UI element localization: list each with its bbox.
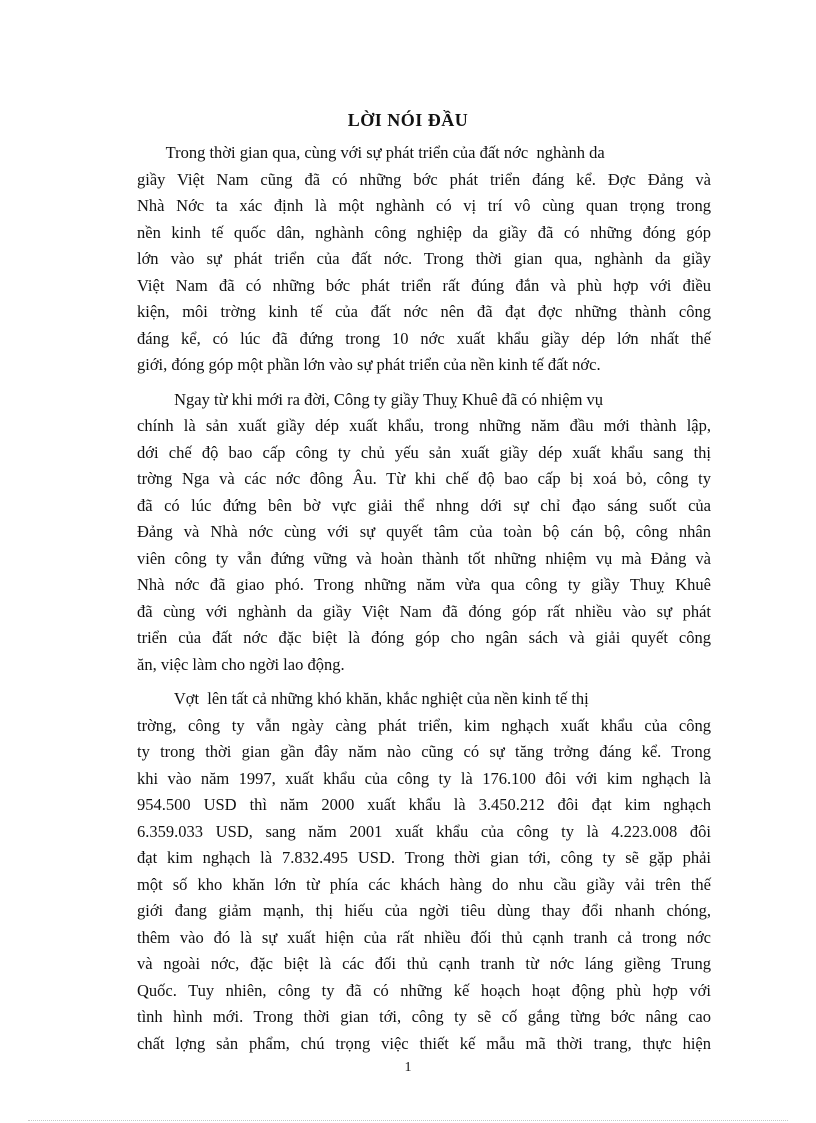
page-number: 1	[404, 1060, 412, 1075]
text-line: lớn vào sự phát triển của đất nớc. Trong thời gian qua, nghành da giầy	[137, 249, 711, 268]
text-line: viên công ty vẫn đứng vững và hoàn thành tốt những nhiệm vụ mà Đảng và	[137, 548, 711, 568]
paragraph-2	[137, 387, 711, 679]
paragraph-1	[137, 140, 711, 379]
text-line: Trong thời gian qua, cùng với sự phát triển của đất nớc nghành da	[137, 143, 605, 162]
text-line: đã có lúc đứng bên bờ vực giải thể nhng dới sự chỉ đạo sáng suốt của	[137, 495, 711, 515]
text-line: nền kinh tế quốc dân, nghành công nghiệp da giầy đã có những đóng góp	[137, 222, 711, 242]
text-line: Vợt lên tất cả những khó khăn, khắc nghiệt của nền kinh tế thị	[137, 689, 589, 708]
text-line: ăn, việc làm cho ngời lao động.	[137, 654, 345, 674]
text-line: Quốc. Tuy nhiên, công ty đã có những kế hoạch hoạt động phù hợp với	[137, 980, 711, 1000]
text-line: đáng kể, có lúc đã đứng trong 10 nớc xuất khẩu giầy dép lớn nhất thế	[137, 328, 711, 348]
text-line: trờng, công ty vẫn ngày càng phát triển, kim nghạch xuất khẩu của công	[137, 715, 711, 735]
text-line: chính là sản xuất giầy dép xuất khẩu, trong những năm đầu mới thành lập,	[137, 416, 711, 435]
text-line: 6.359.033 USD, sang năm 2001 xuất khẩu của công ty là 4.223.008 đôi	[137, 821, 711, 841]
text-line: ty trong thời gian gần đây năm nào cũng có sự tăng trởng đáng kể. Trong	[137, 742, 711, 761]
paragraph-3	[137, 686, 711, 1057]
text-line: tình hình mới. Trong thời gian tới, công ty sẽ cố gắng từng bớc nâng cao	[137, 1007, 711, 1026]
text-line: đạt kim nghạch là 7.832.495 USD. Trong thời gian tới, công ty sẽ gặp phải	[137, 848, 711, 867]
page-break-divider	[28, 1120, 788, 1121]
text-line: giầy Việt Nam cũng đã có những bớc phát triển đáng kể. Đợc Đảng và	[137, 169, 711, 189]
text-line: thêm vào đó là sự xuất hiện của rất nhiều đối thủ cạnh tranh cả trong nớc	[137, 927, 711, 947]
text-line: chất lợng sản phẩm, chú trọng việc thiết kế mẫu mã thời trang, thực hiện	[137, 1033, 711, 1053]
text-line: đã cùng với nghành da giầy Việt Nam đã đóng góp rất nhiều vào sự phát	[137, 601, 711, 621]
text-line: trờng Nga và các nớc đông Âu. Từ khi chế độ bao cấp bị xoá bỏ, công ty	[137, 469, 711, 488]
text-line: kiện, môi trờng kinh tế của đất nớc nên đã đạt đợc những thành công	[137, 302, 711, 321]
text-line: Ngay từ khi mới ra đời, Công ty giầy Thuỵ Khuê đã có nhiệm vụ	[137, 389, 604, 409]
text-line: Việt Nam đã có những bớc phát triển rất đúng đắn và phù hợp với điều	[137, 275, 711, 295]
text-line: Nhà Nớc ta xác định là một nghành có vị trí vô cùng quan trọng trong	[137, 196, 711, 215]
text-line: khi vào năm 1997, xuất khẩu của công ty là 176.100 đôi với kim nghạch là	[137, 768, 711, 788]
body-text	[137, 140, 711, 1065]
text-line: và ngoài nớc, đặc biệt là các đối thủ cạnh tranh từ nớc láng giềng Trung	[137, 954, 711, 973]
text-line: một số kho khăn lớn từ phía các khách hàng do nhu cầu giầy vải trên thế	[137, 874, 711, 894]
text-line: Nhà nớc đã giao phó. Trong những năm vừa qua công ty giầy Thuỵ Khuê	[137, 575, 711, 594]
page-title: LỜI NÓI ĐẦU	[347, 110, 469, 130]
text-line: triển của đất nớc đặc biệt là đóng góp cho ngân sách và giải quyết công	[137, 628, 711, 647]
text-line: dới chế độ bao cấp công ty chủ yếu sản xuất giầy dép xuất khẩu sang thị	[137, 442, 711, 462]
text-line: Đảng và Nhà nớc cùng với sự quyết tâm của toàn bộ cán bộ, công nhân	[137, 522, 711, 541]
text-line: giới, đóng góp một phần lớn vào sự phát triển của nền kinh tế đất nớc.	[137, 355, 601, 374]
text-line: giới đang giảm mạnh, thị hiếu của ngời tiêu dùng thay đổi nhanh chóng,	[137, 901, 711, 920]
text-line: 954.500 USD thì năm 2000 xuất khẩu là 3.450.212 đôi đạt kim nghạch	[137, 795, 711, 814]
